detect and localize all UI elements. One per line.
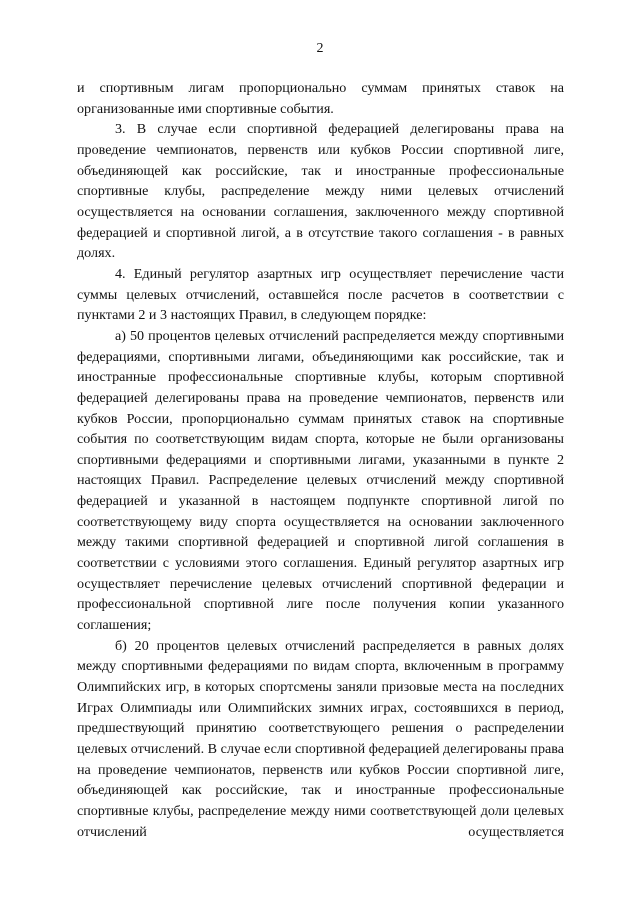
subparagraph-b: б) 20 процентов целевых отчислений распределяется в равных долях между спортивными федерациями по видам спорта, включенным в программу Олимпийских игр, в которых спортсмены заняли призовые места на последних Играх Олимпиады или Олимпийских зимних играх, состоявшихся в период, предшествующий принятию соответствующего решения о распределении целевых отчислений. В случае если спортивной федерацией делегированы права на проведение чемпионатов, первенств или кубков России спортивной лиге, объединяющей как российские, так и иностранные профессиональные спортивные клубы, распределение между ними соответствующей доли целевых отчислений осуществляется (77, 637, 565, 840)
paragraph-4: 4. Единый регулятор азартных игр осуществляет перечисление части суммы целевых отчислений, оставшейся после расчетов в соответствии с пунктами 2 и 3 настоящих Правил, в следующем порядке: (77, 265, 564, 324)
subparagraph-a: а) 50 процентов целевых отчислений распределяется между спортивными федерациями, спортивными лигами, объединяющими как российские, так и иностранные профессиональные спортивные клубы, которым спортивной федерацией делегированы права на проведение чемпионатов, первенств или кубков России, пропорционально суммам принятых ставок на спортивные события по соответствующим видам спорта, которые не были организованы спортивными федерациями и спортивными лигами, указанными в пункте 2 настоящих Правил. Распределение целевых отчислений между спортивной федерацией и указанной в настоящем подпункте спортивной лигой по соответствующему виду спорта осуществляется на основании заключенного между такими спортивной федерацией и спортивной лигой соглашения в соответствии с условиями этого соглашения. Единый регулятор азартных игр осуществляет перечисление целевых отчислений спортивной федерации и профессиональной спортивной лиге после получения копии указанного соглашения; (77, 327, 564, 634)
document-body (77, 78, 564, 842)
page-number: 2 (316, 41, 324, 56)
paragraph-3: 3. В случае если спортивной федерацией делегированы права на проведение чемпионатов, первенств или кубков России спортивной лиге, объединяющей как российские, так и иностранные профессиональные спортивные клубы, распределение между ними целевых отчислений осуществляется на основании соглашения, заключенного между спортивной федерацией и спортивной лигой, а в отсутствие такого соглашения - в равных долях. (77, 121, 564, 262)
paragraph-continuation: и спортивным лигам пропорционально суммам принятых ставок на организованные ими спортивные события. (77, 80, 564, 117)
